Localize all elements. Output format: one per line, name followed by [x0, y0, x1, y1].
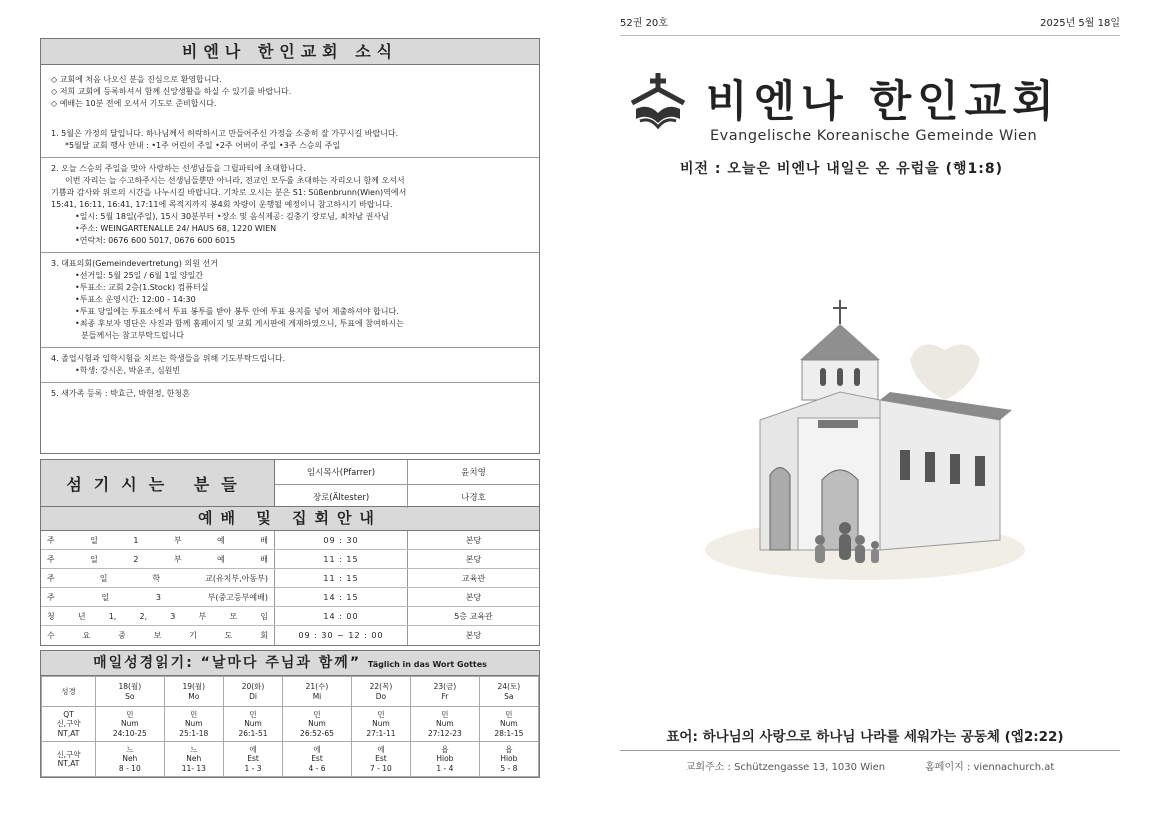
- pastor-role: 임시목사(Pfarrer): [275, 460, 408, 484]
- church-homepage[interactable]: 홈페이지 : viennachurch.at: [925, 762, 1055, 773]
- worship-time: 14 : 15: [275, 588, 408, 606]
- worship-row: [41, 569, 539, 588]
- motto: 표어: 하나님의 사랑으로 하나님 나라를 세워가는 공동체 (엡2:22): [666, 729, 1064, 745]
- elder-name: 나경호: [461, 492, 486, 503]
- notice-2-bullet: •주소: WEINGARTENALLE 24/ HAUS 68, 1220 WIEN: [75, 224, 277, 233]
- worship-name: 주 일 학 교(유치부,아동부): [41, 569, 275, 587]
- reading-day: 23(금) Fr: [411, 677, 480, 707]
- reading-table: [41, 676, 539, 777]
- welcome-line: ◇ 예배는 10분 전에 오셔서 기도로 준비합시다.: [51, 99, 217, 108]
- reading-day: 18(월) So: [96, 677, 165, 707]
- worship-place: 본당: [465, 535, 482, 545]
- worship-place: 본당: [465, 631, 482, 640]
- pastor-name: 윤치영: [461, 468, 486, 478]
- worship-section: [40, 507, 540, 646]
- notice-3-bullet: •투표 당일에는 투표소에서 투표 봉투를 받아 봉투 안에 투표 용지를 넣어 제출하셔야 합니다.: [75, 307, 399, 316]
- notice-2-line: 기쁨과 감사와 위로의 시간을 나누시길 바랍니다. 기차로 오시는 분은 S1: Süßenbrunn(Wien)역에서: [51, 188, 407, 197]
- vision-statement: 비전 : 오늘은 비엔나 내일은 온 유럽을 (행1:8): [680, 161, 1003, 177]
- reading-label: 성경: [42, 677, 96, 707]
- news-title: 비엔나 한인교회 소식: [41, 39, 539, 65]
- reading-qt-cell: 민 Num 26:52-65: [283, 707, 352, 742]
- reading-day: 21(수) Mi: [283, 677, 352, 707]
- worship-rows: [41, 531, 539, 645]
- worship-row: [41, 588, 539, 607]
- worship-place: 5층 교육관: [454, 611, 493, 621]
- notice-4-bullet: •학생: 강시온, 박윤조, 심원빈: [75, 366, 181, 375]
- reading-qt-cell: 민 Num 24:10-25: [96, 707, 165, 742]
- notice-5: 5. 새가족 등록 : 박효근, 박현정, 한청흔: [51, 389, 190, 398]
- notice-3-bullet: •투표소: 교회 2층(1.Stock) 컴퓨터실: [75, 283, 209, 292]
- worship-row: [41, 626, 539, 645]
- worship-place: 교육관: [461, 573, 486, 583]
- reading-qt-cell: 민 Num 25:1-18: [164, 707, 223, 742]
- notice-2-bullet: •연락처: 0676 600 5017, 0676 600 6015: [75, 236, 236, 245]
- worship-name: 주 일 2 부 예 배: [41, 550, 275, 568]
- notice-2-line: 이번 자리는 늘 수고하주시는 선생님들뿐만 아니라, 전교인 모두를 초대하는 자리오니 함께 오셔서: [65, 176, 405, 185]
- reading-day: 19(월) Mo: [164, 677, 223, 707]
- reading-bible-cell: 느 Neh 8 - 10: [96, 742, 165, 777]
- worship-time: 11 : 15: [275, 550, 408, 568]
- church-logo-icon: [630, 69, 686, 129]
- worship-place: 본당: [465, 592, 482, 602]
- worship-name: 수 요 중 보 기 도 회: [41, 626, 275, 645]
- notice-2-bullet: •일시: 5월 18일(주일), 15시 30분부터 •장소 및 음식제공: 김충기 장로님, 최차남 권사님: [75, 212, 389, 221]
- reading-section: [40, 650, 540, 778]
- issue-date: 2025년 5월 18일: [1040, 18, 1120, 29]
- reading-qt-cell: 민 Num 27:1-11: [351, 707, 410, 742]
- reading-title-ko: 매일성경읽기: “날마다 주님과 함께”: [93, 655, 362, 671]
- notice-1: 1. 5월은 가정의 달입니다. 하나님께서 허락하시고 만들어주신 가정을 소중히 잘 가꾸시길 바랍니다.: [51, 129, 399, 138]
- news-body: [41, 65, 539, 453]
- worship-row: [41, 607, 539, 626]
- worship-name: 주 일 3 부(중고등부예배): [41, 588, 275, 606]
- notice-3-bullet: •최종 후보자 명단은 사진과 함께 홈페이지 및 교회 게시판에 게재하였으니, 투표에 참여하시는: [75, 319, 404, 328]
- worship-time: 14 : 00: [275, 607, 408, 625]
- church-title-german: Evangelische Koreanische Gemeinde Wien: [710, 128, 1038, 144]
- worship-name: 주 일 1 부 예 배: [41, 531, 275, 549]
- reading-bible-cell: 에 Est 4 - 6: [283, 742, 352, 777]
- notice-3-bullet: •투표소 운영시간: 12:00 - 14:30: [75, 295, 196, 304]
- left-page: [40, 38, 540, 778]
- notice-1-sub: *5월달 교회 행사 안내 : •1주 어린이 주일 •2주 어버이 주일 •3주 스승의 주일: [65, 141, 341, 150]
- reading-title-de: Täglich in das Wort Gottes: [367, 660, 487, 669]
- elder-role: 장로(Ältester): [275, 485, 408, 508]
- reading-title: [41, 651, 539, 676]
- notice-3: 3. 대표의회(Gemeindevertretung) 의원 선거: [51, 259, 218, 268]
- reading-qt-cell: 민 Num 26:1-51: [223, 707, 282, 742]
- welcome-line: ◇ 교회에 처음 나오신 분을 진심으로 환영합니다.: [51, 75, 222, 84]
- reading-day: 22(목) Do: [351, 677, 410, 707]
- serving-title: 섬기시는 분들: [41, 460, 275, 506]
- worship-time: 11 : 15: [275, 569, 408, 587]
- volume-number: 52권 20호: [620, 18, 668, 29]
- worship-place: 본당: [465, 554, 482, 564]
- worship-time: 09 : 30: [275, 531, 408, 549]
- notice-2: 2. 오늘 스승의 주일을 맞아 사랑하는 선생님들을 그릴파티에 초대합니다.: [51, 164, 306, 173]
- reading-bible-cell: 욥 Hiob 1 - 4: [411, 742, 480, 777]
- reading-qt-cell: 민 Num 27:12-23: [411, 707, 480, 742]
- church-illustration: [700, 300, 1030, 600]
- reading-bible-cell: 에 Est 7 - 10: [351, 742, 410, 777]
- notice-3-bullet: •선거일: 5월 25일 / 6월 1일 양일간: [75, 271, 204, 280]
- worship-row: [41, 531, 539, 550]
- news-section: [40, 38, 540, 454]
- reading-day: 20(화) Di: [223, 677, 282, 707]
- worship-time: 09 : 30 ~ 12 : 00: [275, 626, 408, 645]
- reading-day: 24(토) Sa: [479, 677, 538, 707]
- welcome-line: ◇ 저희 교회에 등록하셔서 함께 신앙생활을 하실 수 있기를 바랍니다.: [51, 87, 292, 96]
- serving-section: [40, 459, 540, 507]
- worship-name: 청 년 1, 2, 3 부 모 임: [41, 607, 275, 625]
- contact-footer: [620, 758, 1120, 773]
- notice-3-bullet: 분들께서는 참고부탁드립니다: [81, 331, 185, 340]
- reading-qt-cell: 민 Num 28:1-15: [479, 707, 538, 742]
- worship-title: 예배 및 집회안내: [41, 507, 539, 531]
- reading-bible-cell: 욥 Hiob 5 - 8: [479, 742, 538, 777]
- reading-bible-cell: 에 Est 1 - 3: [223, 742, 282, 777]
- church-title-korean: 비엔나 한인교회: [706, 77, 1060, 127]
- notice-4: 4. 졸업시험과 입학시험을 치르는 학생들을 위해 기도부탁드립니다.: [51, 354, 286, 363]
- reading-label: QT 신,구약 NT,AT: [42, 707, 96, 742]
- worship-row: [41, 550, 539, 569]
- reading-label: 신,구약 NT,AT: [42, 742, 96, 777]
- notice-2-line: 15:41, 16:11, 16:41, 17:11에 목적지까지 봉4회 차량이 운행될 예정이니 참고하시기 바랍니다.: [51, 200, 393, 209]
- reading-bible-cell: 느 Neh 11- 13: [164, 742, 223, 777]
- church-address: 교회주소 : Schützengasse 13, 1030 Wien: [685, 762, 886, 773]
